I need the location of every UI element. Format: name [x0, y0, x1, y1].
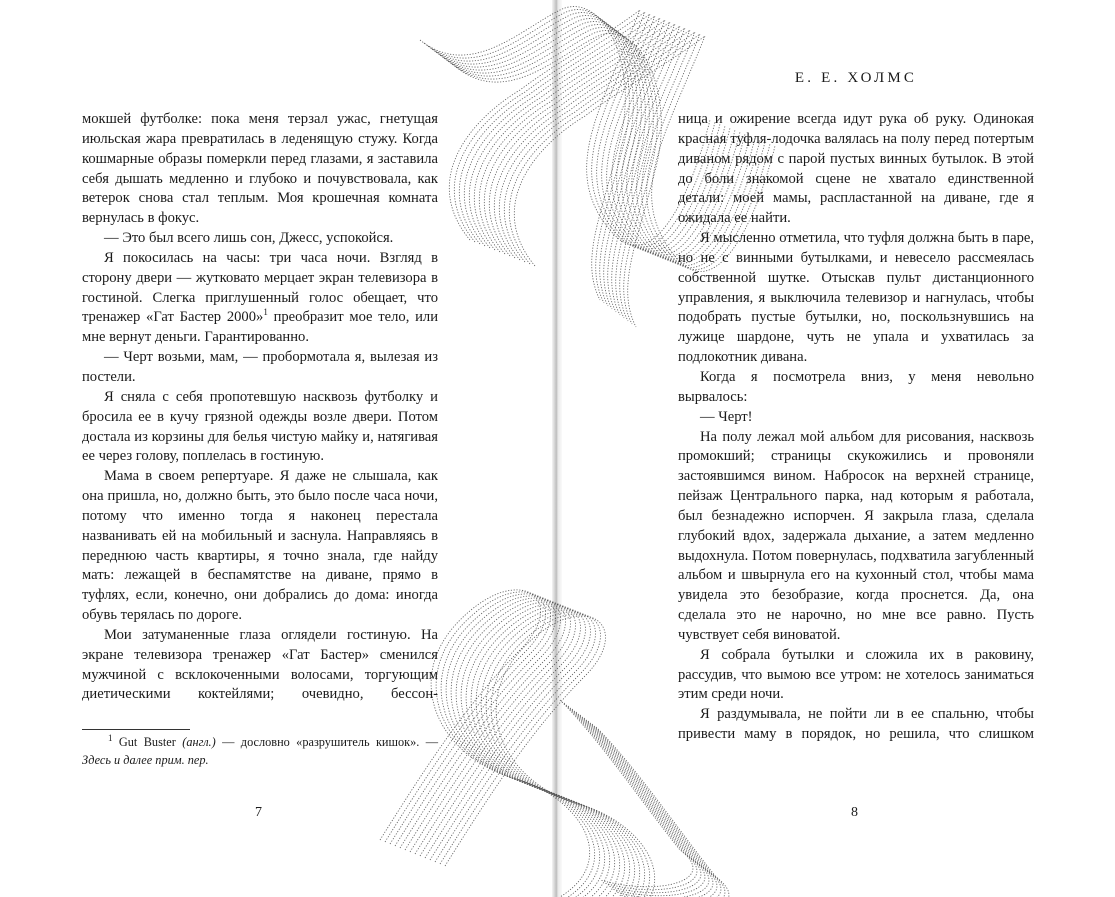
- page-number-right: 8: [851, 805, 858, 820]
- book-gutter: [552, 0, 562, 897]
- paragraph: На полу лежал мой альбом для рисования, насквозь промокший; страницы скукожились и провоняли застоявшимся вином. Набросок на верхней странице, пейзаж Центрального парка, над которым я работала, был безнадежно испорчен. Я закрыла глаза, сделала глубокий вдох, задержала дыхание, а затем медленно выдохнула. Потом повернулась, подхватила загубленный альбом и швырнула его на кухонный стол, чтобы мама увидела это безобразие, когда проснется. Да, она сделала это не нарочно, но мне все равно. Пусть чувствует себя виноватой.: [678, 428, 1034, 643]
- footnote-note: Здесь и далее прим. пер.: [82, 753, 209, 767]
- page-number-left: 7: [255, 805, 262, 820]
- paragraph: Мама в своем репертуаре. Я даже не слышала, как она пришла, но, должно быть, это было после часа ночи, потому что именно тогда я наконец перестала названивать ей на мобильный и заснула. Направляясь в переднюю часть квартиры, я точно знала, где найду мать: лежащей в беспамятстве на диване, прямо в туфлях, если, конечно, они добрались до дома: иногда обувь терялась по дороге.: [82, 468, 438, 624]
- paragraph: — Это был всего лишь сон, Джесс, успокойся.: [104, 230, 394, 247]
- paragraph: [82, 249, 438, 348]
- paragraph: ница и ожирение всегда идут рука об руку. Одинокая красная туфля-лодочка валялась на полу перед потертым диваном рядом с парой пустых винных бутылок. В этой до боли знакомой сцене не хватало единственной детали: моей мамы, распластанной на диване, где я ожидала ее найти.: [678, 111, 1034, 227]
- footnote-divider: [82, 729, 190, 730]
- footnote-term: Gut Buster: [118, 735, 176, 749]
- footnote-mark: 1: [263, 307, 268, 318]
- running-head: Е. Е. ХОЛМС: [794, 70, 918, 86]
- footnote-number: 1: [108, 732, 113, 743]
- paragraph: Когда я посмотрела вниз, у меня невольно вырвалось:: [678, 368, 1034, 405]
- paragraph: — Черт!: [700, 408, 753, 425]
- left-page-text: [82, 110, 438, 705]
- footnote-text: — дословно «разрушитель кишок». —: [222, 735, 438, 749]
- paragraph: мокшей футболке: пока меня терзал ужас, гнетущая июльская жара превратилась в леденящую стужу. Когда кошмарные образы померкли перед глазами, я заставила себя дышать медленно и глубоко и почувствовала, как ветерок снова стал теплым. Моя крошечная комната вернулась в фокус.: [82, 111, 438, 227]
- paragraph-text: преобразит мое тело, или мне вернут деньги. Гарантированно.: [82, 309, 439, 346]
- paragraph: — Черт возьми, мам, — пробормотала я, вылезая из постели.: [82, 349, 438, 385]
- paragraph: Я раздумывала, не пойти ли в ее спальню, чтобы привести маму в порядок, но решила, что слишком: [678, 706, 1034, 743]
- paragraph: Я собрала бутылки и сложила их в раковину, рассудив, что вымою все утром: не хотелось заниматься этим среди ночи.: [678, 646, 1034, 703]
- paragraph: Мои затуманенные глаза оглядели гостиную. На экране телевизора тренажер «Гат Бастер» сменился мужчиной с всклокоченными волосами, торгующим диетическими коктейлями; очевидно, бессон-: [82, 626, 438, 703]
- footnote-lang: (англ.): [182, 735, 216, 749]
- right-page-text: [678, 110, 1034, 745]
- paragraph-text: Я покосилась на часы: три часа ночи. Взгляд в сторону двери — жутковато мерцает экран телевизора в гостиной. Слегка приглушенный голос обещает, что тренажер «Гат Бастер 2000»: [82, 249, 438, 326]
- paragraph: Я сняла с себя пропотевшую насквозь футболку и бросила ее в кучу грязной одежды возле двери. Потом достала из корзины для белья чистую майку и, натягивая ее через голову, поплелась в гостиную.: [82, 388, 438, 465]
- paragraph: Я мысленно отметила, что туфля должна быть в паре, но не с винными бутылками, и невесело рассмеялась собственной шутке. Отыскав пульт дистанционного управления, я выключила телевизор и нагнулась, чтобы подобрать пустые бутылки, но, поскользнувшись на лужице шардоне, чуть не упала и ухватилась за подлокотник дивана.: [678, 230, 1034, 366]
- footnote: [82, 733, 438, 769]
